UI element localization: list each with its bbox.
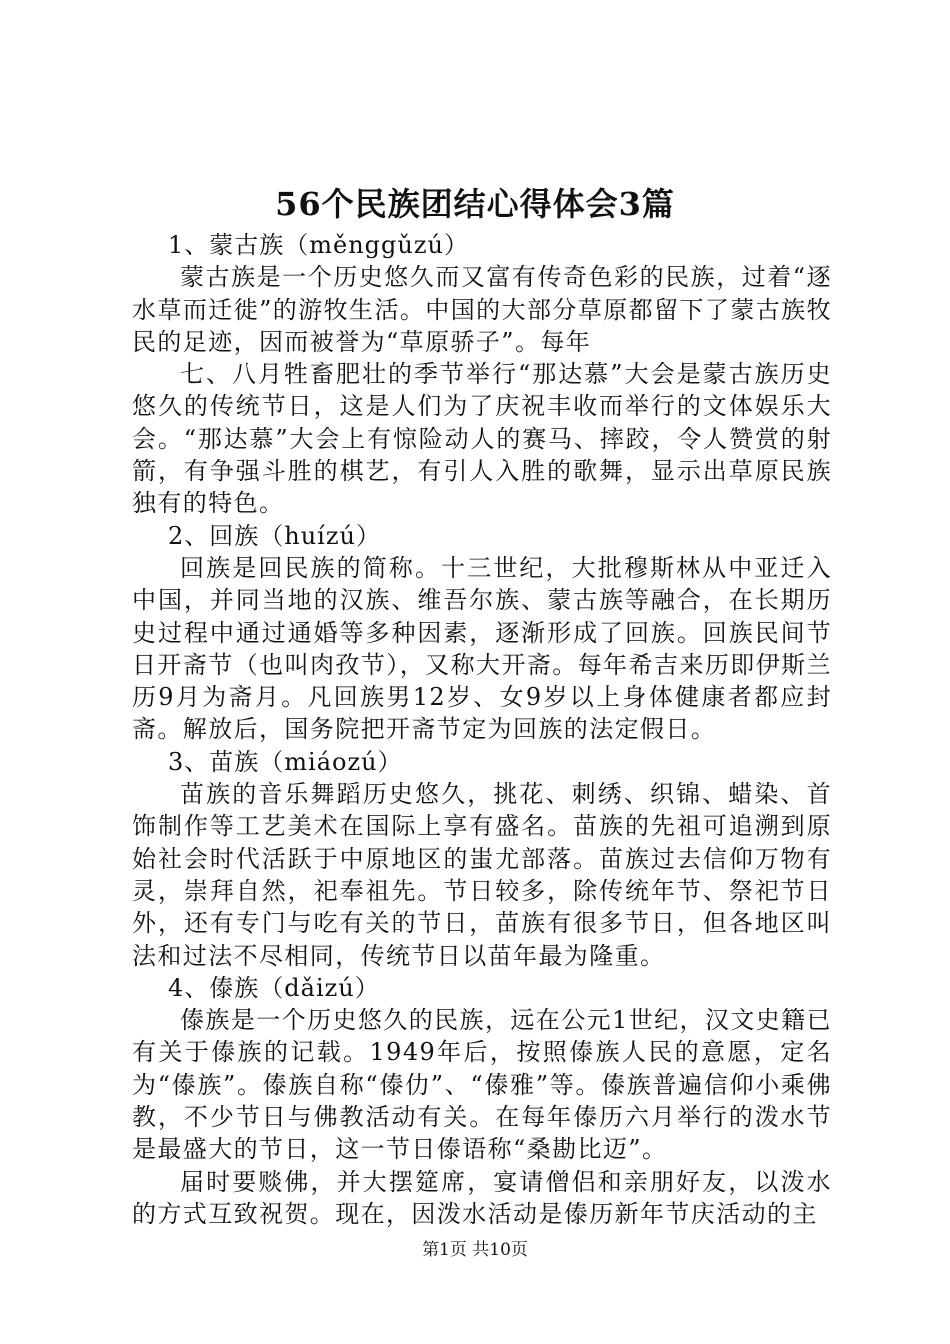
paragraph: 苗族的音乐舞蹈历史悠久，挑花、刺绣、织锦、蜡染、首饰制作等工艺美术在国际上享有盛名。苗族的先祖可追溯到原始社会时代活跃于中原地区的蚩尤部落。苗族过去信仰万物有灵，崇拜自然，祀奉祖先。节日较多，除传统年节、祭祀节日外，还有专门与吃有关的节日，苗族有很多节日，但各地区叫法和过法不尽相同，传统节日以苗年最为隆重。 xyxy=(132,780,832,970)
paragraph: 届时要赕佛，并大摆筵席，宴请僧侣和亲朋好友，以泼水的方式互致祝贺。现在，因泼水活动是傣历新年节庆活动的主 xyxy=(132,1167,832,1228)
paragraph: 蒙古族是一个历史悠久而又富有传奇色彩的民族，过着“逐水草而迁徙”的游牧生活。中国的大部分草原都留下了蒙古族牧民的足迹，因而被誉为“草原骄子”。每年 xyxy=(132,263,832,356)
paragraph: 回族是回民族的简称。十三世纪，大批穆斯林从中亚迁入中国，并同当地的汉族、维吾尔族、蒙古族等融合，在长期历史过程中通过通婚等多种因素，逐渐形成了回族。回族民间节日开斋节（也叫肉孜节），又称大开斋。每年希吉来历即伊斯兰历9月为斋月。凡回族男12岁、女9岁以上身体健康者都应封斋。解放后，国务院把开斋节定为回族的法定假日。 xyxy=(132,553,832,744)
paragraph: 七、八月牲畜肥壮的季节举行“那达慕”大会是蒙古族历史悠久的传统节日，这是人们为了庆祝丰收而举行的文体娱乐大会。“那达慕”大会上有惊险动人的赛马、摔跤，令人赞赏的射箭，有争强斗胜的棋艺，有引人入胜的歌舞，显示出草原民族独有的特色。 xyxy=(132,360,832,518)
paragraph: 傣族是一个历史悠久的民族，远在公元1世纪，汉文史籍已有关于傣族的记载。1949年后，按照傣族人民的意愿，定名为“傣族”。傣族自称“傣仂”、“傣雅”等。傣族普遍信仰小乘佛教，不少节日与佛教活动有关。在每年傣历六月举行的泼水节是最盛大的节日，这一节日傣语称“桑勘比迈”。 xyxy=(132,1006,832,1164)
document-title: 56个民族团结心得体会3篇 xyxy=(275,185,675,223)
section-heading-mongol: 1、蒙古族（měnggǔzú） xyxy=(168,231,469,259)
section-heading-hui: 2、回族（huízú） xyxy=(168,521,381,550)
document-body xyxy=(132,229,832,1230)
page-footer: 第1页 共10页 xyxy=(422,1240,528,1260)
section-heading-dai: 4、傣族（dǎizú） xyxy=(168,973,380,1002)
section-heading-miao: 3、苗族（miáozú） xyxy=(168,747,403,776)
